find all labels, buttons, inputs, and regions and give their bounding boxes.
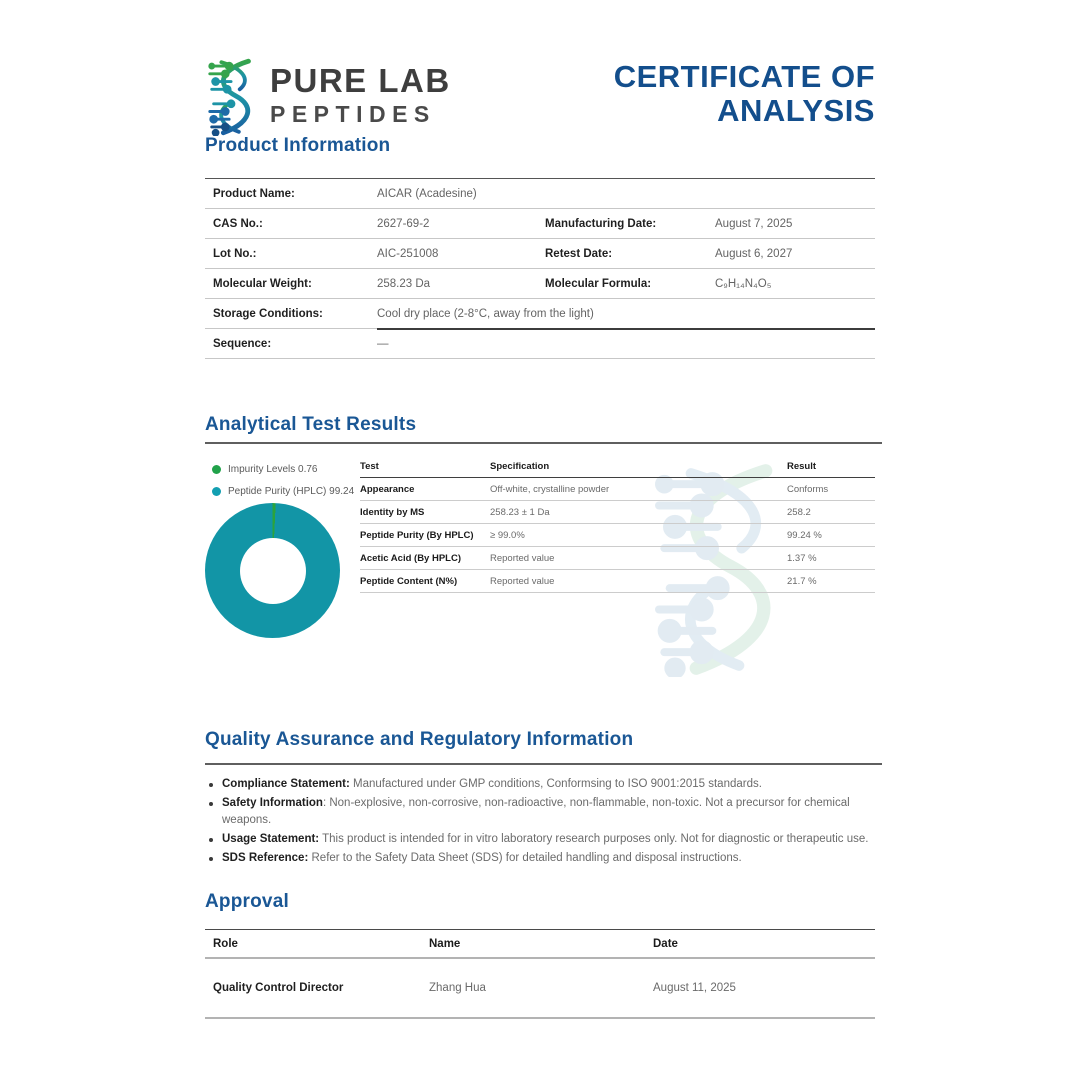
- test-name: Peptide Content (N%): [360, 575, 458, 587]
- column-header: Name: [429, 937, 461, 950]
- approver-name: Zhang Hua: [429, 982, 486, 994]
- field-label: Molecular Weight:: [213, 277, 312, 290]
- qa-statement: Usage Statement: This product is intended for in vitro laboratory research purposes only. Not for diagnostic or therapeutic use.: [222, 833, 869, 845]
- table-row: [360, 547, 875, 570]
- field-label: Lot No.:: [213, 247, 257, 260]
- legend-label: Impurity Levels 0.76: [228, 463, 318, 475]
- column-header: Test: [360, 460, 379, 472]
- analytical-results-heading: Analytical Test Results: [205, 414, 417, 435]
- field-value: August 7, 2025: [715, 217, 793, 230]
- field-value: 258.23 Da: [377, 277, 431, 290]
- bullet-dot-icon: [209, 783, 213, 787]
- qa-statement: Compliance Statement: Manufactured under GMP conditions, Conformsing to ISO 9001:2015 standards.: [222, 778, 762, 790]
- qa-statement-list: [209, 776, 871, 869]
- document-title-line1: CERTIFICATE OF: [613, 59, 875, 94]
- brand-name-line1: PURE LAB: [270, 62, 451, 99]
- legend-item: [212, 480, 354, 502]
- field-value: C₉H₁₄N₄O₅: [715, 277, 772, 290]
- field-value: 2627-69-2: [377, 217, 430, 230]
- field-value: AIC-251008: [377, 247, 439, 260]
- table-row: [205, 959, 875, 1019]
- table-row: [205, 179, 875, 209]
- column-header: Specification: [490, 460, 550, 472]
- field-label: Molecular Formula:: [545, 277, 652, 290]
- qa-section-rule: [205, 763, 882, 765]
- test-specification: 258.23 ± 1 Da: [490, 506, 550, 518]
- legend-label: Peptide Purity (HPLC) 99.24: [228, 485, 355, 497]
- field-label: Storage Conditions:: [213, 307, 323, 320]
- column-header: Result: [787, 460, 817, 472]
- bullet-dot-icon: [209, 802, 213, 806]
- list-item: [209, 795, 871, 829]
- table-row: [205, 269, 875, 299]
- analytical-section-rule: [205, 442, 882, 444]
- approval-table: [205, 929, 875, 1019]
- field-label: Retest Date:: [545, 247, 613, 260]
- test-result: 258.2: [787, 506, 811, 518]
- approval-heading: Approval: [205, 891, 289, 912]
- test-result: Conforms: [787, 483, 829, 495]
- test-result: 21.7 %: [787, 575, 817, 587]
- donut-chart-hole: [240, 538, 306, 604]
- column-header: Date: [653, 937, 678, 950]
- qa-heading: Quality Assurance and Regulatory Information: [205, 729, 634, 750]
- table-row: [205, 299, 875, 329]
- field-label: Sequence:: [213, 337, 272, 350]
- chart-legend: [212, 458, 354, 502]
- product-info-heading: Product Information: [205, 135, 391, 156]
- brand-dna-icon: [204, 58, 262, 136]
- qa-statement: SDS Reference: Refer to the Safety Data Sheet (SDS) for detailed handling and disposal instructions.: [222, 852, 742, 864]
- analytical-results-table: [360, 455, 875, 593]
- test-name: Appearance: [360, 483, 415, 495]
- table-header-row: [205, 930, 875, 959]
- test-name: Peptide Purity (By HPLC): [360, 529, 474, 541]
- table-row: [205, 329, 875, 359]
- bullet-dot-icon: [209, 857, 213, 861]
- list-item: [209, 831, 871, 848]
- column-header: Role: [213, 937, 238, 950]
- purity-legend-dot-icon: [212, 487, 221, 496]
- purity-donut-chart: [205, 503, 340, 638]
- bullet-dot-icon: [209, 838, 213, 842]
- table-row: [205, 209, 875, 239]
- table-header-row: [360, 455, 875, 478]
- field-value: Cool dry place (2-8°C, away from the light): [377, 307, 594, 320]
- field-value: August 6, 2027: [715, 247, 793, 260]
- field-label: Product Name:: [213, 187, 295, 200]
- legend-item: [212, 458, 354, 480]
- test-specification: Reported value: [490, 552, 555, 564]
- table-row: [360, 478, 875, 501]
- field-value: AICAR (Acadesine): [377, 187, 477, 200]
- product-info-table: [205, 178, 875, 359]
- test-specification: Off-white, crystalline powder: [490, 483, 610, 495]
- table-row: [360, 570, 875, 593]
- brand-wordmark: [270, 64, 451, 127]
- field-value: —: [377, 337, 389, 350]
- approval-date: August 11, 2025: [653, 982, 736, 994]
- test-specification: Reported value: [490, 575, 555, 587]
- impurity-legend-dot-icon: [212, 465, 221, 474]
- field-label: Manufacturing Date:: [545, 217, 657, 230]
- test-result: 99.24 %: [787, 529, 822, 541]
- approver-role: Quality Control Director: [213, 982, 344, 994]
- test-name: Acetic Acid (By HPLC): [360, 552, 461, 564]
- test-name: Identity by MS: [360, 506, 425, 518]
- table-row: [360, 501, 875, 524]
- test-result: 1.37 %: [787, 552, 817, 564]
- test-specification: ≥ 99.0%: [490, 529, 525, 541]
- field-label: CAS No.:: [213, 217, 263, 230]
- qa-statement: Safety Information: Non-explosive, non-corrosive, non-radioactive, non-flammable, non-toxic. Not a precursor for chemical weapons.: [222, 797, 850, 826]
- list-item: [209, 776, 871, 793]
- document-title-line2: ANALYSIS: [717, 93, 875, 128]
- brand-name-line2: PEPTIDES: [270, 101, 436, 127]
- list-item: [209, 850, 871, 867]
- table-row: [360, 524, 875, 547]
- table-row: [205, 239, 875, 269]
- document-title: [614, 60, 875, 128]
